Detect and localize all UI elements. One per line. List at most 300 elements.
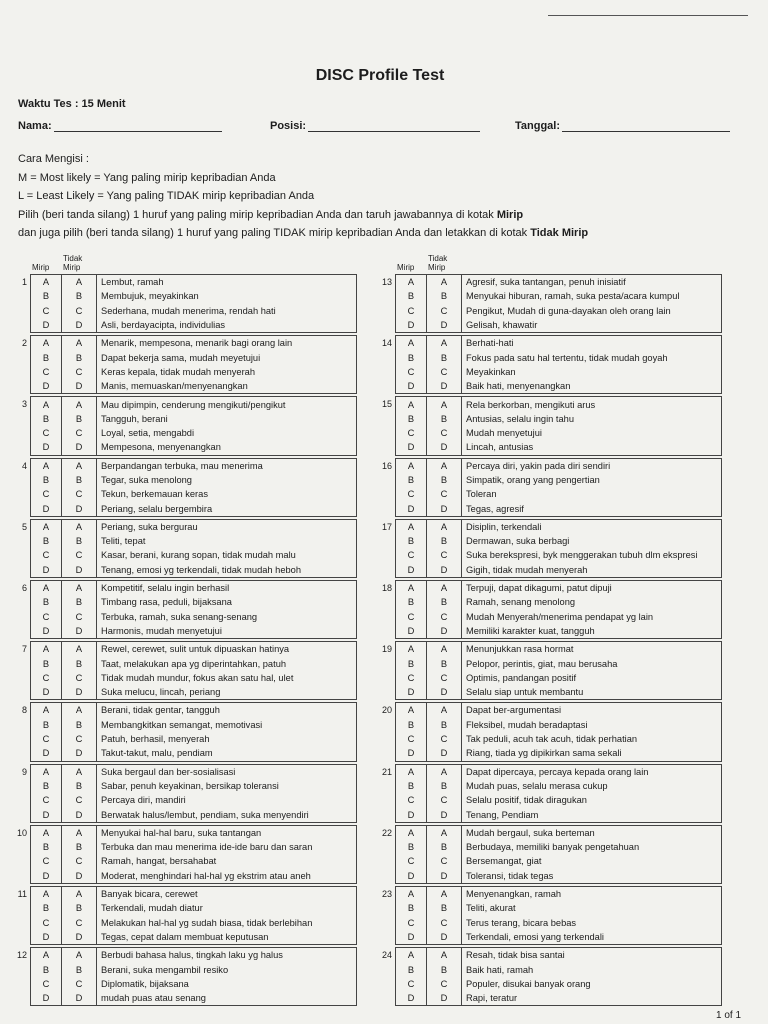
trait-description: Antusias, selalu ingin tahu: [466, 413, 575, 424]
tidak-mirip-option[interactable]: C: [62, 304, 97, 318]
tidak-mirip-option[interactable]: B: [427, 718, 462, 732]
mirip-option[interactable]: A: [31, 459, 62, 473]
tidak-mirip-option[interactable]: C: [62, 426, 97, 440]
trait-description: Terpuji, dapat dikagumi, patut dipuji: [466, 583, 612, 594]
mirip-option[interactable]: B: [396, 473, 427, 487]
tidak-mirip-option[interactable]: A: [62, 703, 97, 717]
mirip-option[interactable]: D: [31, 746, 62, 760]
mirip-option[interactable]: A: [31, 887, 62, 901]
trait-description: Simpatik, orang yang pengertian: [466, 475, 600, 485]
mirip-option[interactable]: C: [396, 732, 427, 746]
question-number: 19: [381, 644, 392, 655]
trait-description: Lembut, ramah: [101, 277, 164, 288]
mirip-option[interactable]: D: [396, 379, 427, 393]
tidak-mirip-option[interactable]: C: [427, 548, 462, 562]
answer-row: [31, 962, 356, 976]
mirip-option[interactable]: C: [31, 671, 62, 685]
tidak-mirip-option[interactable]: C: [427, 915, 462, 929]
tidak-mirip-option[interactable]: C: [427, 732, 462, 746]
answer-row: [396, 336, 721, 350]
tidak-mirip-option[interactable]: D: [427, 440, 462, 454]
header-tidak-mirip: [428, 254, 447, 272]
mirip-option[interactable]: A: [31, 765, 62, 779]
answer-row: [396, 610, 721, 624]
mirip-option[interactable]: C: [396, 548, 427, 562]
mirip-option[interactable]: A: [31, 948, 62, 962]
trait-description: Periang, selalu bergembira: [101, 503, 213, 514]
mirip-option[interactable]: C: [31, 426, 62, 440]
header-tidak-mirip: [63, 254, 82, 272]
tidak-mirip-option[interactable]: B: [427, 901, 462, 915]
tidak-mirip-option[interactable]: A: [62, 397, 97, 411]
mirip-option[interactable]: B: [396, 656, 427, 670]
tidak-mirip-option[interactable]: D: [427, 991, 462, 1005]
tidak-mirip-option[interactable]: D: [62, 746, 97, 760]
mirip-option[interactable]: D: [396, 930, 427, 944]
tidak-mirip-option[interactable]: D: [62, 563, 97, 577]
question-number: 6: [21, 582, 27, 593]
answer-row: [31, 379, 356, 393]
question-number: 15: [381, 399, 392, 410]
answer-row: [31, 534, 356, 548]
tidak-mirip-option[interactable]: D: [427, 563, 462, 577]
question-group: [21, 641, 357, 700]
question-number: 11: [17, 888, 27, 899]
tidak-mirip-option[interactable]: D: [427, 318, 462, 332]
mirip-option[interactable]: D: [396, 563, 427, 577]
tidak-mirip-option[interactable]: C: [427, 671, 462, 685]
answer-row: [31, 275, 356, 289]
mirip-option[interactable]: A: [31, 520, 62, 534]
trait-description: Kasar, berani, kurang sopan, tidak mudah malu: [101, 550, 296, 561]
mirip-option[interactable]: B: [396, 779, 427, 793]
trait-description: Taat, melakukan apa yg diperintahkan, patuh: [101, 658, 287, 669]
posisi-input-line[interactable]: [308, 120, 480, 132]
mirip-option[interactable]: B: [396, 534, 427, 548]
tidak-mirip-option[interactable]: B: [427, 840, 462, 854]
trait-description: Toleran: [466, 489, 497, 500]
tidak-mirip-option[interactable]: B: [62, 718, 97, 732]
mirip-option[interactable]: A: [31, 826, 62, 840]
trait-description: Terkendali, emosi yang terkendali: [466, 931, 604, 942]
mirip-option[interactable]: C: [396, 915, 427, 929]
tidak-mirip-option[interactable]: D: [427, 624, 462, 638]
mirip-option[interactable]: B: [31, 840, 62, 854]
mirip-option[interactable]: A: [396, 765, 427, 779]
mirip-option[interactable]: C: [396, 426, 427, 440]
mirip-option[interactable]: C: [396, 671, 427, 685]
answer-row: [396, 642, 721, 656]
mirip-option[interactable]: A: [396, 581, 427, 595]
mirip-option[interactable]: C: [396, 977, 427, 991]
question-number: 1: [21, 277, 27, 287]
mirip-option[interactable]: A: [396, 459, 427, 473]
mirip-option[interactable]: A: [396, 948, 427, 962]
trait-description: Mudah menyetujui: [466, 428, 542, 439]
trait-description: Suka bergaul dan ber-sosialisasi: [101, 766, 236, 777]
tidak-mirip-option[interactable]: D: [427, 746, 462, 760]
tidak-mirip-option[interactable]: C: [427, 977, 462, 991]
mirip-option[interactable]: B: [31, 901, 62, 915]
mirip-option[interactable]: C: [396, 304, 427, 318]
tidak-mirip-option[interactable]: A: [62, 642, 97, 656]
mirip-option[interactable]: B: [31, 779, 62, 793]
tidak-mirip-option[interactable]: B: [427, 412, 462, 426]
mirip-option[interactable]: C: [31, 304, 62, 318]
mirip-option[interactable]: A: [31, 642, 62, 656]
mirip-option[interactable]: B: [396, 350, 427, 364]
tidak-mirip-option[interactable]: D: [427, 869, 462, 883]
mirip-option[interactable]: C: [396, 610, 427, 624]
tidak-mirip-option[interactable]: C: [427, 487, 462, 501]
tidak-mirip-option[interactable]: A: [427, 581, 462, 595]
mirip-option[interactable]: B: [31, 534, 62, 548]
answer-row: [396, 826, 721, 840]
mirip-option[interactable]: A: [31, 336, 62, 350]
tidak-mirip-option[interactable]: B: [62, 962, 97, 976]
mirip-option[interactable]: B: [396, 412, 427, 426]
tidak-mirip-option[interactable]: D: [62, 991, 97, 1005]
tanggal-field[interactable]: [515, 120, 730, 132]
tidak-mirip-option[interactable]: B: [62, 595, 97, 609]
trait-description: Menyukai hal-hal baru, suka tantangan: [101, 827, 262, 838]
tidak-mirip-option[interactable]: D: [62, 685, 97, 699]
mirip-option[interactable]: D: [396, 807, 427, 821]
answer-row: [31, 520, 356, 534]
mirip-option[interactable]: C: [396, 365, 427, 379]
answer-row: [396, 275, 721, 289]
answer-row: [396, 718, 721, 732]
mirip-option[interactable]: D: [31, 991, 62, 1005]
mirip-option[interactable]: B: [396, 718, 427, 732]
mirip-option[interactable]: C: [31, 548, 62, 562]
mirip-option[interactable]: C: [31, 732, 62, 746]
tidak-mirip-option[interactable]: B: [62, 350, 97, 364]
question-group: [381, 702, 722, 761]
answer-row: [396, 746, 721, 760]
tidak-mirip-option[interactable]: A: [62, 887, 97, 901]
trait-description: Banyak bicara, cerewet: [101, 889, 198, 900]
tidak-mirip-option[interactable]: B: [62, 901, 97, 915]
answer-row: [31, 473, 356, 487]
mirip-option[interactable]: A: [31, 703, 62, 717]
trait-description: Berhati-hati: [466, 338, 514, 349]
question-number: 24: [381, 950, 392, 961]
question-group: [381, 335, 722, 394]
mirip-option[interactable]: C: [396, 487, 427, 501]
mirip-option[interactable]: B: [31, 350, 62, 364]
tidak-mirip-option[interactable]: C: [427, 854, 462, 868]
mirip-option[interactable]: C: [31, 854, 62, 868]
trait-description: Percaya diri, yakin pada diri sendiri: [466, 460, 611, 471]
instructions: [18, 150, 758, 243]
mirip-option[interactable]: C: [396, 854, 427, 868]
mirip-option[interactable]: B: [31, 656, 62, 670]
tidak-mirip-option[interactable]: A: [427, 887, 462, 901]
mirip-option[interactable]: D: [31, 440, 62, 454]
nama-field[interactable]: [18, 120, 222, 132]
tidak-mirip-option[interactable]: A: [62, 826, 97, 840]
answer-row: [31, 915, 356, 929]
answer-row: [396, 962, 721, 976]
trait-description: Mudah Menyerah/menerima pendapat yg lain: [466, 611, 654, 622]
mirip-option[interactable]: B: [31, 412, 62, 426]
tidak-mirip-option[interactable]: A: [427, 948, 462, 962]
tidak-mirip-option[interactable]: B: [62, 289, 97, 303]
mirip-option[interactable]: D: [31, 869, 62, 883]
tidak-mirip-option[interactable]: A: [427, 520, 462, 534]
mirip-option[interactable]: D: [31, 807, 62, 821]
trait-description: Tegas, agresif: [466, 503, 524, 514]
tidak-mirip-option[interactable]: B: [62, 656, 97, 670]
tidak-mirip-option[interactable]: A: [427, 703, 462, 717]
mirip-option[interactable]: D: [31, 379, 62, 393]
answer-row: [396, 991, 721, 1005]
trait-description: Rewel, cerewet, sulit untuk dipuaskan hatinya: [101, 644, 290, 655]
tidak-mirip-option[interactable]: B: [62, 412, 97, 426]
tidak-mirip-option[interactable]: C: [62, 732, 97, 746]
answer-row: [396, 289, 721, 303]
tidak-mirip-option[interactable]: B: [427, 962, 462, 976]
answer-row: [31, 548, 356, 562]
answer-row: [31, 869, 356, 883]
tidak-mirip-option[interactable]: A: [62, 581, 97, 595]
mirip-option[interactable]: A: [396, 642, 427, 656]
mirip-option[interactable]: B: [31, 962, 62, 976]
tidak-mirip-option[interactable]: D: [427, 685, 462, 699]
tidak-mirip-option[interactable]: D: [62, 807, 97, 821]
mirip-option[interactable]: C: [31, 610, 62, 624]
tidak-mirip-option[interactable]: C: [62, 793, 97, 807]
tidak-mirip-option[interactable]: B: [427, 350, 462, 364]
mirip-option[interactable]: A: [396, 520, 427, 534]
trait-description: Ramah, senang menolong: [466, 597, 576, 608]
trait-description: Periang, suka bergurau: [101, 521, 198, 532]
trait-description: Tenang, emosi yg terkendali, tidak mudah heboh: [101, 564, 302, 575]
answer-row: [31, 642, 356, 656]
tidak-mirip-option[interactable]: C: [62, 365, 97, 379]
mirip-option[interactable]: D: [31, 563, 62, 577]
answer-row: [396, 501, 721, 515]
answer-row: [31, 732, 356, 746]
tidak-mirip-option[interactable]: C: [427, 793, 462, 807]
mirip-option[interactable]: A: [31, 397, 62, 411]
mirip-option[interactable]: C: [31, 915, 62, 929]
answer-row: [31, 440, 356, 454]
mirip-option[interactable]: A: [396, 703, 427, 717]
tidak-mirip-option[interactable]: A: [427, 459, 462, 473]
mirip-option[interactable]: D: [31, 685, 62, 699]
tidak-mirip-option[interactable]: D: [62, 379, 97, 393]
trait-description: Toleransi, tidak tegas: [466, 870, 554, 881]
mirip-option[interactable]: B: [31, 289, 62, 303]
instruction-mirip-text: Pilih (beri tanda silang) 1 huruf yang paling mirip kepribadian Anda dan taruh jawabannya di kotak: [18, 208, 497, 221]
mirip-option[interactable]: D: [396, 991, 427, 1005]
mirip-option[interactable]: A: [396, 336, 427, 350]
trait-description: Optimis, pandangan positif: [466, 672, 577, 683]
answer-row: [396, 854, 721, 868]
tidak-mirip-option[interactable]: C: [62, 854, 97, 868]
answer-row: [396, 318, 721, 332]
tidak-mirip-option[interactable]: A: [62, 765, 97, 779]
answer-row: [396, 548, 721, 562]
mirip-option[interactable]: D: [396, 440, 427, 454]
question-number: 13: [381, 277, 392, 287]
instruction-tidak-mirip: [18, 224, 758, 243]
tidak-mirip-option[interactable]: A: [427, 275, 462, 289]
trait-description: Sabar, penuh keyakinan, bersikap toleransi: [101, 780, 279, 791]
trait-description: Ramah, hangat, bersahabat: [101, 856, 217, 867]
answer-row: [396, 440, 721, 454]
mirip-option[interactable]: B: [396, 289, 427, 303]
mirip-option[interactable]: B: [31, 718, 62, 732]
mirip-option[interactable]: D: [31, 624, 62, 638]
tidak-mirip-option[interactable]: C: [62, 610, 97, 624]
posisi-field[interactable]: [270, 120, 480, 132]
trait-description: Mudah puas, selalu merasa cukup: [466, 780, 608, 791]
tidak-mirip-option[interactable]: D: [427, 379, 462, 393]
mirip-option[interactable]: C: [31, 365, 62, 379]
mirip-option[interactable]: C: [31, 793, 62, 807]
mirip-option[interactable]: A: [31, 581, 62, 595]
tidak-mirip-option[interactable]: C: [62, 977, 97, 991]
answer-row: [396, 765, 721, 779]
tidak-mirip-option[interactable]: D: [427, 930, 462, 944]
tidak-mirip-option[interactable]: B: [62, 534, 97, 548]
tidak-mirip-option[interactable]: A: [62, 948, 97, 962]
mirip-option[interactable]: B: [31, 473, 62, 487]
mirip-option[interactable]: C: [396, 793, 427, 807]
tidak-mirip-option[interactable]: C: [427, 610, 462, 624]
mirip-option[interactable]: D: [396, 624, 427, 638]
mirip-option[interactable]: A: [396, 826, 427, 840]
trait-description: Melakukan hal-hal yg sudah biasa, tidak berlebihan: [101, 917, 313, 928]
tidak-mirip-option[interactable]: B: [62, 473, 97, 487]
trait-description: Riang, tiada yg dipikirkan sama sekali: [466, 748, 622, 759]
tidak-mirip-option[interactable]: B: [62, 779, 97, 793]
trait-description: Suka berekspresi, byk menggerakan tubuh dlm ekspresi: [466, 550, 698, 561]
tidak-mirip-option[interactable]: A: [427, 826, 462, 840]
tidak-mirip-option[interactable]: C: [62, 487, 97, 501]
answer-row: [31, 563, 356, 577]
answer-row: [396, 581, 721, 595]
tidak-mirip-option[interactable]: B: [427, 289, 462, 303]
mirip-option[interactable]: B: [396, 962, 427, 976]
tidak-mirip-option[interactable]: C: [62, 548, 97, 562]
tidak-mirip-option[interactable]: D: [62, 624, 97, 638]
test-duration: Waktu Tes : 15 Menit: [18, 98, 126, 110]
question-number: 20: [381, 705, 392, 716]
tidak-mirip-option[interactable]: B: [427, 473, 462, 487]
answer-row: [396, 595, 721, 609]
mirip-option[interactable]: D: [31, 930, 62, 944]
tidak-mirip-option[interactable]: D: [62, 440, 97, 454]
tidak-mirip-option[interactable]: B: [62, 840, 97, 854]
trait-description: Tegas, cepat dalam membuat keputusan: [101, 931, 269, 942]
tidak-mirip-option[interactable]: A: [62, 520, 97, 534]
tidak-mirip-option[interactable]: B: [427, 534, 462, 548]
mirip-option[interactable]: D: [396, 318, 427, 332]
trait-description: Mudah bergaul, suka berteman: [466, 827, 595, 838]
answer-row: [396, 807, 721, 821]
mirip-option[interactable]: A: [396, 275, 427, 289]
mirip-option[interactable]: C: [31, 487, 62, 501]
tidak-mirip-option[interactable]: A: [62, 336, 97, 350]
question-number: 10: [16, 827, 27, 838]
tidak-mirip-option[interactable]: D: [427, 807, 462, 821]
mirip-option[interactable]: A: [31, 275, 62, 289]
trait-description: Tak peduli, acuh tak acuh, tidak perhatian: [466, 734, 638, 745]
tidak-mirip-option[interactable]: A: [62, 275, 97, 289]
mirip-option[interactable]: A: [396, 397, 427, 411]
mirip-option[interactable]: D: [31, 501, 62, 515]
tidak-mirip-option[interactable]: C: [62, 671, 97, 685]
mirip-option[interactable]: B: [31, 595, 62, 609]
trait-description: Dapat dipercaya, percaya kepada orang lain: [466, 766, 649, 777]
nama-input-line[interactable]: [54, 120, 222, 132]
tidak-mirip-option[interactable]: D: [427, 501, 462, 515]
mirip-option[interactable]: D: [31, 318, 62, 332]
answer-row: [396, 379, 721, 393]
tidak-mirip-option[interactable]: C: [427, 426, 462, 440]
tidak-mirip-option[interactable]: A: [427, 765, 462, 779]
tidak-mirip-option[interactable]: C: [427, 365, 462, 379]
header-mirip-2: Mirip: [428, 263, 446, 272]
tidak-mirip-option[interactable]: A: [427, 336, 462, 350]
tidak-mirip-option[interactable]: D: [62, 501, 97, 515]
mirip-option[interactable]: D: [396, 685, 427, 699]
tidak-mirip-option[interactable]: C: [62, 915, 97, 929]
answer-row: [31, 807, 356, 821]
top-rule: [548, 15, 748, 16]
mirip-option[interactable]: C: [31, 977, 62, 991]
tidak-mirip-option[interactable]: A: [62, 459, 97, 473]
mirip-option[interactable]: D: [396, 869, 427, 883]
tidak-mirip-option[interactable]: A: [427, 397, 462, 411]
trait-description: Selalu siap untuk membantu: [466, 687, 584, 698]
mirip-option[interactable]: A: [396, 887, 427, 901]
tanggal-label: Tanggal:: [515, 120, 561, 132]
tidak-mirip-option[interactable]: D: [62, 869, 97, 883]
mirip-option[interactable]: B: [396, 595, 427, 609]
tidak-mirip-option[interactable]: B: [427, 779, 462, 793]
tidak-mirip-option[interactable]: B: [427, 595, 462, 609]
mirip-option[interactable]: B: [396, 840, 427, 854]
answer-row: [31, 854, 356, 868]
tidak-mirip-option[interactable]: A: [427, 642, 462, 656]
answer-row: [396, 685, 721, 699]
page-number: 1 of 1: [716, 1010, 742, 1021]
answer-row: [396, 473, 721, 487]
tanggal-input-line[interactable]: [562, 120, 730, 132]
question-number: 8: [21, 705, 27, 716]
question-number: 9: [21, 766, 27, 777]
tidak-mirip-option[interactable]: B: [427, 656, 462, 670]
tidak-mirip-option[interactable]: C: [427, 304, 462, 318]
mirip-option[interactable]: D: [396, 501, 427, 515]
trait-description: Dapat ber-argumentasi: [466, 705, 562, 716]
right-question-column: [370, 254, 722, 1006]
mirip-option[interactable]: D: [396, 746, 427, 760]
trait-description: Meyakinkan: [466, 366, 516, 377]
trait-description: Resah, tidak bisa santai: [466, 950, 565, 961]
mirip-option[interactable]: B: [396, 901, 427, 915]
trait-description: Lincah, antusias: [466, 442, 534, 453]
tidak-mirip-option[interactable]: D: [62, 930, 97, 944]
tidak-mirip-option[interactable]: D: [62, 318, 97, 332]
trait-description: Manis, memuaskan/menyenangkan: [101, 381, 248, 392]
question-number: 7: [21, 644, 27, 655]
